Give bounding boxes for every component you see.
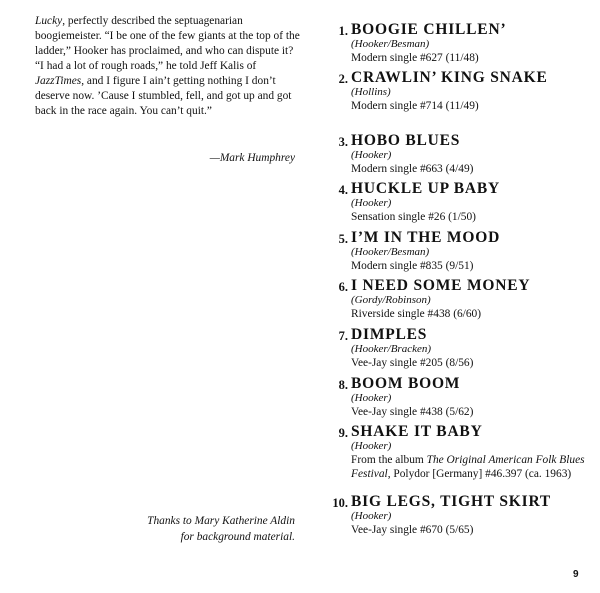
track-writers: (Hooker) [351, 197, 392, 209]
track-release-album: The Original American Folk Blues Festival [351, 454, 585, 480]
track-title: DIMPLES [351, 326, 428, 343]
track-number: 6. [338, 280, 348, 294]
track-release: Modern single #627 (11/48) [351, 52, 479, 64]
track-release: Modern single #663 (4/49) [351, 163, 474, 175]
essay-paragraph [35, 14, 303, 119]
track-number: 1. [338, 24, 348, 38]
page-number: 9 [573, 569, 579, 580]
track-title: BIG LEGS, TIGHT SKIRT [351, 493, 552, 510]
essay-text-part1: , perfectly described the septuagenarian boogiemeister. “I be one of the few giants at the top of the ladder,” Hooker has proclaimed, and who can dispute it? “I had a lot of rough roads,” he told Jeff Kalis of [35, 15, 300, 72]
track-number: 10. [332, 496, 348, 510]
essay-attribution: —Mark Humphrey [209, 152, 295, 164]
track-title: HOBO BLUES [351, 132, 461, 149]
track-release: Modern single #835 (9/51) [351, 260, 474, 272]
track-release: Modern single #714 (11/49) [351, 100, 479, 112]
track-writers: (Hooker) [351, 510, 392, 522]
track-release: Riverside single #438 (6/60) [351, 308, 482, 320]
track-release: Vee-Jay single #205 (8/56) [351, 357, 474, 369]
track-release: Vee-Jay single #438 (5/62) [351, 406, 474, 418]
track-writers: (Gordy/Robinson) [351, 294, 431, 306]
track-title: I NEED SOME MONEY [351, 277, 531, 294]
acknowledgement [35, 513, 295, 545]
track-release [351, 453, 586, 481]
track-writers: (Hooker/Besman) [351, 246, 430, 258]
track-release: Sensation single #26 (1/50) [351, 211, 476, 223]
track-release-prefix: From the album [351, 454, 427, 466]
track-writers: (Hooker/Bracken) [351, 343, 432, 355]
track-writers: (Hooker) [351, 392, 392, 404]
track-writers: (Hooker) [351, 440, 392, 452]
track-writers: (Hollins) [351, 86, 391, 98]
track-number: 8. [338, 378, 348, 392]
track-number: 5. [338, 232, 348, 246]
essay-text-part2: , and I figure I ain’t getting nothing I don’t deserve now. ’Cause I stumbled, fell, and got up and got back in the race again. You can’t quit.” [35, 75, 292, 117]
essay-opening-title: Lucky [35, 15, 63, 27]
track-number: 9. [338, 426, 348, 440]
track-release: Vee-Jay single #670 (5/65) [351, 524, 474, 536]
track-title: BOOM BOOM [351, 375, 461, 392]
track-number: 7. [338, 329, 348, 343]
track-release-suffix: , Polydor [Germany] #46.397 (ca. 1963) [387, 468, 572, 480]
track-writers: (Hooker) [351, 149, 392, 161]
track-title: SHAKE IT BABY [351, 423, 483, 440]
track-title: CRAWLIN’ KING SNAKE [351, 69, 548, 86]
track-title: HUCKLE UP BABY [351, 180, 500, 197]
track-title: I’M IN THE MOOD [351, 229, 501, 246]
acknowledgement-line-2: for background material. [180, 531, 295, 543]
acknowledgement-line-1: Thanks to Mary Katherine Aldin [147, 515, 295, 527]
track-title: BOOGIE CHILLEN’ [351, 21, 507, 38]
track-number: 4. [338, 183, 348, 197]
track-number: 2. [338, 72, 348, 86]
essay-block [35, 14, 303, 119]
essay-magazine-title: JazzTimes [35, 75, 82, 87]
track-writers: (Hooker/Besman) [351, 38, 430, 50]
track-number: 3. [338, 135, 348, 149]
